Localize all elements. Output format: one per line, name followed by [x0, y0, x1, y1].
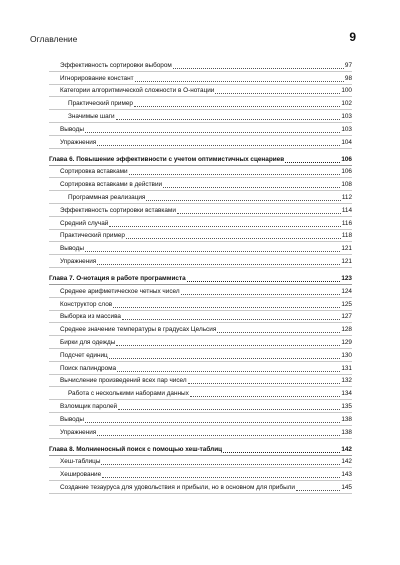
toc-entry-page: 138 — [341, 428, 352, 436]
toc-entry-title: Выводы — [60, 415, 84, 423]
toc-entry-page: 129 — [341, 338, 352, 346]
dot-leader — [187, 281, 341, 282]
toc-entry-page: 128 — [341, 326, 352, 334]
dot-leader — [223, 452, 340, 453]
toc-entry-page: 125 — [341, 300, 352, 308]
dot-leader — [109, 358, 341, 359]
toc-entry-title: Создание тезауруса для удовольствия и прибыли, но в основном для прибыли — [60, 483, 295, 491]
toc-entry-title: Игнорирование констант — [60, 74, 134, 82]
toc-entry-page: 132 — [341, 377, 352, 385]
toc-entry[interactable] — [49, 166, 352, 179]
toc-entry[interactable] — [49, 387, 352, 400]
toc-entry-title: Средний случай — [60, 219, 109, 227]
toc-entry-title: Глава 6. Повышение эффективности с учетом оптимистичных сценариев — [49, 155, 285, 163]
toc-entry-page: 130 — [341, 351, 352, 359]
toc-entry[interactable] — [49, 136, 352, 149]
toc-entry-page: 123 — [341, 274, 352, 282]
toc-entry-page: 142 — [341, 445, 352, 453]
table-of-contents — [49, 59, 352, 494]
dot-leader — [116, 119, 341, 120]
toc-entry-title: Практический пример — [68, 100, 133, 108]
toc-entry-title: Эффективность сортировки выбором — [60, 61, 172, 69]
toc-entry-page: 112 — [341, 193, 352, 201]
toc-entry[interactable] — [49, 178, 352, 191]
toc-entry-title: Бирки для одежды — [60, 338, 116, 346]
dot-leader — [85, 132, 340, 133]
toc-entry-page: 103 — [341, 125, 352, 133]
toc-entry-title: Сортировка вставками — [60, 168, 128, 176]
toc-entry[interactable] — [49, 72, 352, 85]
toc-entry-title: Глава 8. Молниеносный поиск с помощью хеш-таблиц — [49, 445, 223, 453]
toc-entry[interactable] — [49, 85, 352, 98]
toc-entry-page: 118 — [341, 232, 352, 240]
toc-entry-page: 104 — [341, 138, 352, 146]
toc-entry[interactable] — [49, 217, 352, 230]
toc-entry-page: 114 — [341, 206, 352, 214]
toc-entry-title: Среднее арифметическое четных чисел — [60, 287, 180, 295]
dot-leader — [134, 106, 340, 107]
toc-entry-title: Выборка из массива — [60, 313, 121, 321]
toc-entry-title: Конструктор слов — [60, 300, 113, 308]
toc-entry[interactable] — [49, 468, 352, 481]
toc-entry-page: 116 — [341, 219, 352, 227]
dot-leader — [188, 383, 341, 384]
toc-entry[interactable] — [49, 255, 352, 268]
toc-entry[interactable] — [49, 191, 352, 204]
dot-leader — [215, 93, 340, 94]
toc-entry-page: 97 — [344, 61, 352, 69]
toc-entry[interactable] — [49, 375, 352, 388]
dot-leader — [116, 345, 340, 346]
dot-leader — [217, 332, 340, 333]
toc-chapter-entry[interactable] — [49, 442, 352, 456]
toc-entry[interactable] — [49, 456, 352, 469]
dot-leader — [296, 490, 340, 491]
toc-entry-page: 127 — [341, 313, 352, 321]
dot-leader — [113, 307, 340, 308]
dot-leader — [85, 251, 340, 252]
toc-entry[interactable] — [49, 311, 352, 324]
toc-entry-page: 124 — [341, 287, 352, 295]
dot-leader — [101, 464, 340, 465]
toc-entry[interactable] — [49, 413, 352, 426]
toc-entry-title: Подсчет единиц — [60, 351, 108, 359]
toc-entry-title: Хеширование — [60, 471, 102, 479]
dot-leader — [109, 226, 340, 227]
toc-entry-title: Категории алгоритмической сложности в О-нотации — [60, 87, 215, 95]
toc-entry[interactable] — [49, 362, 352, 375]
toc-chapter-entry[interactable] — [49, 152, 352, 166]
toc-chapter-entry[interactable] — [49, 271, 352, 285]
toc-entry-page: 135 — [341, 402, 352, 410]
toc-entry[interactable] — [49, 400, 352, 413]
toc-entry-page: 108 — [341, 181, 352, 189]
toc-entry-page: 121 — [341, 257, 352, 265]
dot-leader — [97, 435, 340, 436]
dot-leader — [97, 145, 340, 146]
toc-entry-title: Значимые шаги — [68, 112, 115, 120]
dot-leader — [285, 162, 340, 163]
dot-leader — [122, 319, 340, 320]
toc-entry-page: 145 — [341, 483, 352, 491]
toc-entry-title: Поиск палиндрома — [60, 364, 117, 372]
dot-leader — [135, 81, 344, 82]
toc-entry-title: Упражнения — [60, 257, 97, 265]
toc-entry-page: 131 — [341, 364, 352, 372]
toc-entry[interactable] — [49, 285, 352, 298]
toc-entry-title: Упражнения — [60, 138, 97, 146]
toc-entry-page: 103 — [341, 112, 352, 120]
dot-leader — [129, 174, 341, 175]
dot-leader — [97, 264, 340, 265]
toc-entry[interactable] — [49, 97, 352, 110]
toc-entry-page: 100 — [341, 87, 352, 95]
toc-entry-title: Хеш-таблицы — [60, 458, 101, 466]
toc-entry-title: Работа с несколькими наборами данных — [68, 390, 189, 398]
toc-entry[interactable] — [49, 204, 352, 217]
toc-entry-page: 106 — [341, 155, 352, 163]
dot-leader — [177, 213, 341, 214]
toc-entry-title: Выводы — [60, 245, 84, 253]
toc-entry-title: Взломщик паролей — [60, 402, 118, 410]
toc-entry[interactable] — [49, 59, 352, 72]
toc-entry[interactable] — [49, 230, 352, 243]
toc-entry[interactable] — [49, 349, 352, 362]
toc-entry[interactable] — [49, 323, 352, 336]
dot-leader — [117, 371, 340, 372]
toc-entry[interactable] — [49, 426, 352, 439]
toc-entry[interactable] — [49, 336, 352, 349]
running-title: Оглавление — [30, 34, 78, 44]
page-number: 9 — [349, 30, 356, 44]
toc-entry-title: Среднее значение температуры в градусах Цельсия — [60, 326, 217, 334]
toc-entry-title: Выводы — [60, 125, 84, 133]
toc-entry-page: 121 — [341, 245, 352, 253]
dot-leader — [163, 187, 340, 188]
dot-leader — [181, 294, 341, 295]
dot-leader — [102, 477, 340, 478]
dot-leader — [190, 396, 340, 397]
toc-entry[interactable] — [49, 298, 352, 311]
toc-entry[interactable] — [49, 242, 352, 255]
toc-entry-page: 134 — [341, 390, 352, 398]
dot-leader — [85, 422, 340, 423]
toc-entry-title: Практический пример — [60, 232, 125, 240]
toc-entry-page: 106 — [341, 168, 352, 176]
toc-entry[interactable] — [49, 110, 352, 123]
toc-entry-title: Глава 7. О-нотация в работе программиста — [49, 274, 186, 282]
toc-entry[interactable] — [49, 481, 352, 494]
toc-entry-page: 142 — [341, 458, 352, 466]
toc-entry-page: 102 — [341, 100, 352, 108]
toc-entry-title: Сортировка вставками в действии — [60, 181, 163, 189]
dot-leader — [173, 68, 344, 69]
toc-entry-page: 138 — [341, 415, 352, 423]
page-header — [30, 32, 356, 48]
dot-leader — [118, 409, 340, 410]
toc-entry-page: 143 — [341, 471, 352, 479]
toc-entry-title: Упражнения — [60, 428, 97, 436]
toc-entry-title: Эффективность сортировки вставками — [60, 206, 176, 214]
dot-leader — [146, 200, 340, 201]
toc-entry-title: Вычисление произведений всех пар чисел — [60, 377, 187, 385]
toc-entry-page: 98 — [344, 74, 352, 82]
dot-leader — [126, 238, 341, 239]
toc-entry-title: Программная реализация — [68, 193, 146, 201]
toc-entry[interactable] — [49, 123, 352, 136]
